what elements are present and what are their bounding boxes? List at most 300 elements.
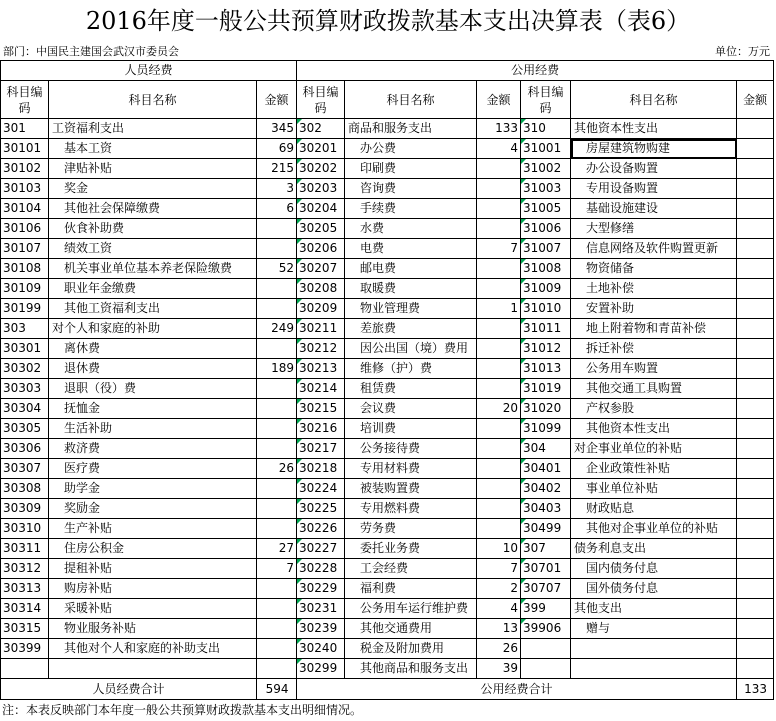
cell-name[interactable]: 工资福利支出 [49,119,257,139]
cell-amount[interactable] [477,199,521,219]
cell-name[interactable]: 培训费 [345,419,477,439]
cell-code[interactable]: 30229 [297,579,345,599]
cell-code[interactable]: 31002 [521,159,571,179]
cell-amount[interactable] [257,419,297,439]
cell-amount[interactable] [257,479,297,499]
cell-name[interactable]: 其他交通费用 [345,619,477,639]
table-row [1,199,774,219]
cell-code[interactable]: 30402 [521,479,571,499]
cell-name[interactable] [571,659,737,679]
table-row [1,359,774,379]
cell-name[interactable]: 国内债务付息 [571,559,737,579]
cell-amount[interactable] [737,319,774,339]
cell-amount[interactable] [257,499,297,519]
cell-code[interactable]: 30204 [297,199,345,219]
table-row [1,179,774,199]
cell-code[interactable]: 30226 [297,519,345,539]
cell-code[interactable]: 30315 [1,619,49,639]
cell-amount[interactable] [257,239,297,259]
cell-name[interactable]: 因公出国（境）费用 [345,339,477,359]
cell-code[interactable] [521,659,571,679]
cell-amount[interactable]: 69 [257,139,297,159]
col-amount-header: 金额 [737,81,774,119]
cell-name[interactable]: 伙食补助费 [49,219,257,239]
cell-code[interactable]: 30301 [1,339,49,359]
cell-amount[interactable] [737,519,774,539]
cell-name[interactable]: 其他商品和服务支出 [345,659,477,679]
cell-name[interactable]: 物业服务补贴 [49,619,257,639]
cell-code[interactable]: 30313 [1,579,49,599]
cell-amount[interactable] [257,619,297,639]
cell-amount[interactable]: 39 [477,659,521,679]
section-header-row [1,61,774,81]
cell-name[interactable]: 电费 [345,239,477,259]
cell-name[interactable]: 企业政策性补贴 [571,459,737,479]
cell-name[interactable]: 助学金 [49,479,257,499]
cell-code[interactable]: 31007 [521,239,571,259]
cell-name[interactable]: 地上附着物和青苗补偿 [571,319,737,339]
cell-code[interactable]: 30403 [521,499,571,519]
cell-name[interactable]: 机关事业单位基本养老保险缴费 [49,259,257,279]
cell-name[interactable]: 债务利息支出 [571,539,737,559]
cell-amount[interactable] [257,219,297,239]
cell-code[interactable]: 30214 [297,379,345,399]
cell-code[interactable]: 30203 [297,179,345,199]
cell-code[interactable]: 30108 [1,259,49,279]
cell-amount[interactable] [737,259,774,279]
cell-name[interactable]: 抚恤金 [49,399,257,419]
cell-amount[interactable]: 7 [257,559,297,579]
cell-name[interactable]: 其他对个人和家庭的补助支出 [49,639,257,659]
table-row [1,319,774,339]
cell-name[interactable]: 奖励金 [49,499,257,519]
cell-amount[interactable] [477,179,521,199]
cell-name[interactable]: 大型修缮 [571,219,737,239]
cell-code[interactable]: 30215 [297,399,345,419]
cell-code[interactable]: 30240 [297,639,345,659]
cell-amount[interactable] [737,659,774,679]
cell-code[interactable]: 30202 [297,159,345,179]
cell-code[interactable]: 310 [521,119,571,139]
cell-code[interactable]: 30209 [297,299,345,319]
cell-code[interactable]: 30224 [297,479,345,499]
cell-code[interactable]: 30101 [1,139,49,159]
cell-name[interactable]: 职业年金缴费 [49,279,257,299]
cell-amount[interactable]: 52 [257,259,297,279]
cell-amount[interactable]: 26 [257,459,297,479]
cell-code[interactable]: 31012 [521,339,571,359]
cell-name[interactable]: 公务用车运行维护费 [345,599,477,619]
cell-name[interactable]: 基础设施建设 [571,199,737,219]
cell-name[interactable]: 产权参股 [571,399,737,419]
cell-name[interactable]: 国外债务付息 [571,579,737,599]
totals-row [1,679,774,700]
cell-amount[interactable]: 7 [477,559,521,579]
cell-code[interactable]: 30306 [1,439,49,459]
cell-code[interactable]: 30707 [521,579,571,599]
cell-name[interactable]: 公务用车购置 [571,359,737,379]
cell-amount[interactable] [477,279,521,299]
cell-code[interactable]: 30212 [297,339,345,359]
cell-amount[interactable] [737,539,774,559]
cell-code[interactable]: 31009 [521,279,571,299]
table-row [1,559,774,579]
cell-amount[interactable] [257,659,297,679]
cell-name[interactable]: 土地补偿 [571,279,737,299]
cell-name[interactable]: 其他交通工具购置 [571,379,737,399]
cell-amount[interactable] [737,159,774,179]
cell-code[interactable]: 31005 [521,199,571,219]
cell-name[interactable]: 基本工资 [49,139,257,159]
cell-name[interactable]: 劳务费 [345,519,477,539]
cell-name[interactable]: 生产补贴 [49,519,257,539]
cell-code[interactable]: 30102 [1,159,49,179]
cell-name[interactable]: 绩效工资 [49,239,257,259]
cell-amount[interactable] [737,139,774,159]
cell-amount[interactable]: 26 [477,639,521,659]
cell-amount[interactable] [737,359,774,379]
cell-code[interactable]: 30303 [1,379,49,399]
cell-code[interactable]: 30228 [297,559,345,579]
cell-amount[interactable] [737,459,774,479]
cell-amount[interactable] [257,279,297,299]
cell-amount[interactable]: 3 [257,179,297,199]
cell-code[interactable]: 31019 [521,379,571,399]
cell-amount[interactable]: 27 [257,539,297,559]
table-row [1,379,774,399]
cell-code[interactable]: 30701 [521,559,571,579]
col-name-header: 科目名称 [345,81,477,119]
footnote: 注：本表反映部门本年度一般公共预算财政拨款基本支出明细情况。 [2,703,363,717]
cell-name[interactable]: 赠与 [571,619,737,639]
unit-label: 单位：万元 [715,45,770,58]
cell-name[interactable]: 拆迁补偿 [571,339,737,359]
table-row [1,239,774,259]
cell-amount[interactable] [257,599,297,619]
cell-name[interactable]: 委托业务费 [345,539,477,559]
cell-code[interactable]: 30399 [1,639,49,659]
cell-name[interactable]: 离休费 [49,339,257,359]
cell-amount[interactable] [257,339,297,359]
cell-name[interactable]: 维修（护）费 [345,359,477,379]
cell-code[interactable]: 30211 [297,319,345,339]
cell-name[interactable]: 取暖费 [345,279,477,299]
cell-amount[interactable] [737,419,774,439]
cell-amount[interactable] [737,479,774,499]
table-row [1,299,774,319]
cell-name[interactable] [49,659,257,679]
cell-amount[interactable] [737,599,774,619]
cell-name[interactable]: 住房公积金 [49,539,257,559]
cell-amount[interactable] [477,319,521,339]
cell-name[interactable]: 购房补贴 [49,579,257,599]
cell-amount[interactable] [257,399,297,419]
cell-name[interactable]: 办公设备购置 [571,159,737,179]
cell-name[interactable]: 专用燃料费 [345,499,477,519]
table-row [1,339,774,359]
cell-code[interactable]: 30307 [1,459,49,479]
cell-amount[interactable] [477,379,521,399]
col-code-header: 科目编码 [297,81,345,119]
cell-amount[interactable] [257,519,297,539]
expenditure-table [0,60,774,700]
cell-amount[interactable] [737,199,774,219]
table-row [1,219,774,239]
cell-code[interactable]: 31003 [521,179,571,199]
cell-amount[interactable] [477,459,521,479]
cell-code[interactable]: 30227 [297,539,345,559]
cell-code[interactable]: 30239 [297,619,345,639]
column-header-row [1,81,774,119]
table-row [1,479,774,499]
cell-amount[interactable] [477,259,521,279]
cell-name[interactable]: 财政贴息 [571,499,737,519]
table-row [1,539,774,559]
cell-amount[interactable] [737,579,774,599]
cell-amount[interactable] [477,439,521,459]
cell-amount[interactable]: 189 [257,359,297,379]
cell-name[interactable]: 津贴补贴 [49,159,257,179]
table-row [1,119,774,139]
cell-code[interactable]: 31011 [521,319,571,339]
cell-name[interactable]: 差旅费 [345,319,477,339]
cell-code[interactable]: 30216 [297,419,345,439]
col-name-header: 科目名称 [49,81,257,119]
cell-code[interactable]: 31001 [521,139,571,159]
cell-code[interactable]: 31006 [521,219,571,239]
cell-amount[interactable]: 215 [257,159,297,179]
cell-amount[interactable] [737,239,774,259]
cell-name[interactable]: 医疗费 [49,459,257,479]
cell-code[interactable]: 30104 [1,199,49,219]
cell-amount[interactable]: 2 [477,579,521,599]
cell-amount[interactable] [737,179,774,199]
cell-name[interactable]: 其他资本性支出 [571,419,737,439]
table-row [1,419,774,439]
cell-code[interactable]: 30305 [1,419,49,439]
cell-amount[interactable]: 13 [477,619,521,639]
col-amount-header: 金额 [257,81,297,119]
cell-code[interactable]: 30499 [521,519,571,539]
cell-amount[interactable] [477,339,521,359]
cell-code[interactable]: 30206 [297,239,345,259]
cell-amount[interactable] [477,159,521,179]
cell-amount[interactable] [737,399,774,419]
table-row [1,499,774,519]
cell-amount[interactable] [737,639,774,659]
cell-name[interactable]: 商品和服务支出 [345,119,477,139]
cell-amount[interactable] [477,499,521,519]
table-row [1,159,774,179]
cell-code[interactable]: 30231 [297,599,345,619]
cell-name[interactable]: 物业管理费 [345,299,477,319]
cell-name[interactable]: 会议费 [345,399,477,419]
cell-amount[interactable] [257,299,297,319]
cell-name[interactable]: 印刷费 [345,159,477,179]
cell-code[interactable] [521,639,571,659]
cell-name[interactable]: 退职（役）费 [49,379,257,399]
cell-code[interactable]: 31010 [521,299,571,319]
cell-code[interactable]: 30218 [297,459,345,479]
cell-amount[interactable] [477,219,521,239]
cell-name[interactable]: 物资储备 [571,259,737,279]
cell-amount[interactable] [477,419,521,439]
table-row [1,519,774,539]
cell-amount[interactable] [737,499,774,519]
table-row [1,279,774,299]
cell-amount[interactable]: 4 [477,599,521,619]
cell-amount[interactable]: 10 [477,539,521,559]
cell-code[interactable]: 30401 [521,459,571,479]
table-row [1,259,774,279]
cell-name[interactable]: 工会经费 [345,559,477,579]
cell-name[interactable]: 手续费 [345,199,477,219]
cell-name[interactable]: 信息网络及软件购置更新 [571,239,737,259]
cell-name[interactable]: 其他对企事业单位的补贴 [571,519,737,539]
cell-amount[interactable] [477,479,521,499]
cell-code[interactable]: 30309 [1,499,49,519]
cell-amount[interactable]: 4 [477,139,521,159]
table-row [1,139,774,159]
cell-code[interactable]: 31013 [521,359,571,379]
cell-code[interactable]: 30312 [1,559,49,579]
cell-code[interactable]: 30311 [1,539,49,559]
cell-code[interactable]: 30199 [1,299,49,319]
cell-amount[interactable] [257,639,297,659]
cell-amount[interactable] [737,439,774,459]
cell-name[interactable]: 租赁费 [345,379,477,399]
cell-name[interactable] [571,639,737,659]
public-total-value: 133 [737,679,774,700]
cell-name[interactable]: 提租补贴 [49,559,257,579]
cell-amount[interactable] [477,519,521,539]
table-row [1,599,774,619]
cell-code[interactable]: 30310 [1,519,49,539]
cell-name[interactable]: 生活补助 [49,419,257,439]
cell-amount[interactable] [257,439,297,459]
cell-amount[interactable]: 20 [477,399,521,419]
table-row [1,579,774,599]
cell-name[interactable]: 邮电费 [345,259,477,279]
cell-amount[interactable] [257,379,297,399]
cell-name[interactable]: 其他工资福利支出 [49,299,257,319]
cell-name[interactable]: 其他资本性支出 [571,119,737,139]
cell-amount[interactable] [737,559,774,579]
cell-code[interactable]: 30299 [297,659,345,679]
cell-name[interactable]: 水费 [345,219,477,239]
cell-name[interactable]: 事业单位补贴 [571,479,737,499]
cell-name[interactable]: 救济费 [49,439,257,459]
cell-amount[interactable]: 133 [477,119,521,139]
department-label: 部门：中国民主建国会武汉市委员会 [3,45,179,58]
cell-amount[interactable]: 7 [477,239,521,259]
cell-name[interactable]: 专用材料费 [345,459,477,479]
public-total-label: 公用经费合计 [297,679,737,700]
cell-name[interactable]: 其他社会保障缴费 [49,199,257,219]
cell-code[interactable]: 30208 [297,279,345,299]
cell-name[interactable]: 咨询费 [345,179,477,199]
cell-code[interactable]: 30213 [297,359,345,379]
cell-code[interactable]: 39906 [521,619,571,639]
cell-code[interactable] [1,659,49,679]
cell-code[interactable]: 30106 [1,219,49,239]
cell-name[interactable]: 退休费 [49,359,257,379]
cell-name[interactable]: 专用设备购置 [571,179,737,199]
cell-name[interactable]: 安置补助 [571,299,737,319]
cell-amount[interactable] [737,619,774,639]
cell-code[interactable]: 301 [1,119,49,139]
cell-code[interactable]: 30217 [297,439,345,459]
cell-code[interactable]: 31008 [521,259,571,279]
cell-code[interactable]: 30103 [1,179,49,199]
table-row [1,639,774,659]
cell-code[interactable]: 30109 [1,279,49,299]
cell-amount[interactable] [737,279,774,299]
cell-code[interactable]: 303 [1,319,49,339]
page-title: 2016年度一般公共预算财政拨款基本支出决算表（表6） [85,7,691,35]
cell-name[interactable]: 奖金 [49,179,257,199]
cell-code[interactable]: 30225 [297,499,345,519]
cell-name[interactable]: 公务接待费 [345,439,477,459]
cell-name[interactable]: 房屋建筑物购建 [571,139,737,159]
cell-code[interactable]: 302 [297,119,345,139]
cell-code[interactable]: 31099 [521,419,571,439]
cell-code[interactable]: 30201 [297,139,345,159]
cell-name[interactable]: 对个人和家庭的补助 [49,319,257,339]
section-public: 公用经费 [297,61,774,81]
cell-code[interactable]: 30308 [1,479,49,499]
cell-code[interactable]: 30302 [1,359,49,379]
cell-name[interactable]: 办公费 [345,139,477,159]
table-row [1,439,774,459]
cell-amount[interactable]: 1 [477,299,521,319]
col-name-header: 科目名称 [571,81,737,119]
cell-name[interactable]: 其他支出 [571,599,737,619]
col-amount-header: 金额 [477,81,521,119]
cell-amount[interactable]: 6 [257,199,297,219]
cell-amount[interactable] [737,119,774,139]
cell-amount[interactable] [737,339,774,359]
cell-amount[interactable] [477,359,521,379]
cell-code[interactable]: 307 [521,539,571,559]
cell-amount[interactable]: 249 [257,319,297,339]
cell-name[interactable]: 被装购置费 [345,479,477,499]
cell-amount[interactable] [737,379,774,399]
personnel-total-value: 594 [257,679,297,700]
cell-code[interactable]: 30314 [1,599,49,619]
cell-name[interactable]: 税金及附加费用 [345,639,477,659]
cell-code[interactable]: 31020 [521,399,571,419]
cell-amount[interactable]: 345 [257,119,297,139]
cell-code[interactable]: 30304 [1,399,49,419]
cell-code[interactable]: 399 [521,599,571,619]
cell-name[interactable]: 采暖补贴 [49,599,257,619]
cell-amount[interactable] [257,579,297,599]
personnel-total-label: 人员经费合计 [1,679,257,700]
cell-code[interactable]: 30107 [1,239,49,259]
col-code-header: 科目编码 [521,81,571,119]
table-row [1,399,774,419]
cell-amount[interactable] [737,299,774,319]
table-row [1,659,774,679]
cell-code[interactable]: 304 [521,439,571,459]
cell-code[interactable]: 30205 [297,219,345,239]
table-row [1,459,774,479]
cell-name[interactable]: 对企事业单位的补贴 [571,439,737,459]
cell-name[interactable]: 福利费 [345,579,477,599]
cell-amount[interactable] [737,219,774,239]
cell-code[interactable]: 30207 [297,259,345,279]
